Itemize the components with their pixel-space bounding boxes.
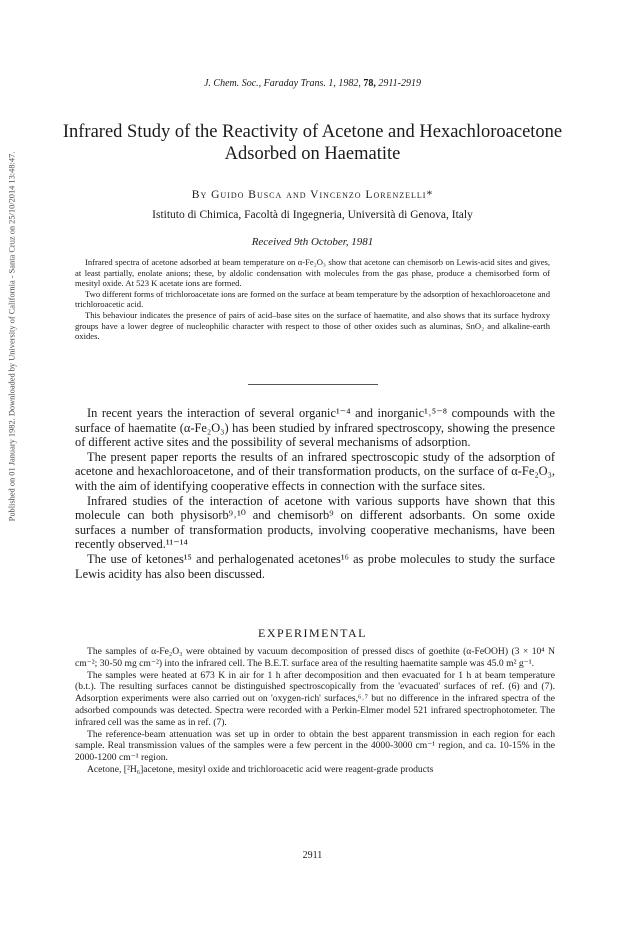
page-number: 2911 [302,850,323,861]
experimental-paragraph: The samples were heated at 673 K in air for 1 h after decomposition and then evacuated for 1 h at beam temperature (b.t.). The resulting surfaces cannot be distinguished spectroscopically from the 'evacuated' surfaces of ref. (6) and (7). Adsorption experiments were also carried out on 'oxygen-rich' surfaces,⁶˒⁷ but no difference in the infrared spectra of the adsorbed compounds was detected. Spectra were recorded with a Perkin-Elmer model 521 infrared spectrophotometer. The infrared cell was the same as in ref. (7). [75,669,555,728]
intro-paragraph: Infrared studies of the interaction of acetone with various supports have shown that this molecule can both physisorb⁹˒¹⁰ and chemisorb⁹ on different adsorbants. On some oxide surfaces a number of transformation products, involving cooperative mechanisms, have been recently observed.¹¹⁻¹⁴ [75,493,555,552]
download-stamp: Published on 01 January 1982. Downloaded by University of California - Santa Cruz on 25/10/2014 13:48:47. [7,151,17,522]
received-date [0,236,625,248]
journal-year: 1982, [338,78,361,89]
introduction [75,406,555,581]
abstract-paragraph: Infrared spectra of acetone adsorbed at beam temperature on α-Fe₂O₃ show that acetone can chemisorb on Lewis-acid sites and gives, at least partially, enolate anions; these, by aldolic condensation with molecules from the gas phase, produce a chemisorbed form of mesityl oxide. At 523 K acetate ions are formed. [75,257,550,289]
intro-paragraph: The present paper reports the results of an infrared spectroscopic study of the adsorption of acetone and hexachloroacetone, and of their transformation products, on the surface of α-Fe₂O₃, with the aim of identifying cooperative effects in connection with the surface sites. [75,449,555,493]
section-heading: EXPERIMENTAL [257,626,368,640]
author-affiliation: Istituto di Chimica, Facoltà di Ingegneria, Università di Genova, Italy [152,209,473,221]
journal-citation [0,78,625,89]
article-title: Infrared Study of the Reactivity of Acetone and Hexachloroacetone Adsorbed on Haematite [62,122,563,164]
journal-pages: 2911-2919 [378,78,422,89]
journal-volume: 78, [363,78,376,89]
experimental-paragraph: The samples of α-Fe₂O₃ were obtained by vacuum decomposition of pressed discs of goethite (α-FeOOH) (3 × 10⁴ N cm⁻²; 30-50 mg cm⁻²) into the infrared cell. The B.E.T. surface area of the resulting haematite sample was 45.0 m² g⁻¹. [75,646,555,669]
received-text: Received 9th October, 1981 [251,236,374,248]
abstract-paragraph: This behaviour indicates the presence of pairs of acid–base sites on the surface of haematite, and also shows that its surface hydroxy groups have a lower degree of nucleophilic character with respect to those of other oxides such as aluminas, SnO₂ and alkaline-earth oxides. [75,309,550,342]
experimental-section [75,646,555,776]
intro-paragraph: The use of ketones¹⁵ and perhalogenated acetones¹⁶ as probe molecules to study the surface Lewis acidity has also been discussed. [75,551,555,581]
article-authors: By Guido Busca and Vincenzo Lorenzelli* [191,189,434,201]
abstract-paragraph: Two different forms of trichloroacetate ions are formed on the surface at beam temperature by the adsorption of hexachloroacetone and trichloroacetic acid. [75,288,550,310]
journal-name: J. Chem. Soc., Faraday Trans. 1, [203,78,336,89]
experimental-paragraph: The reference-beam attenuation was set up in order to obtain the best apparent transmission in each region for each sample. Real transmission values of the samples were a few percent in the 4000-3000 cm⁻¹ region, and ca. 10-15% in the 2000-1200 cm⁻¹ region. [75,728,555,764]
abstract [75,257,550,342]
experimental-paragraph: Acetone, [²H₆]acetone, mesityl oxide and trichloroacetic acid were reagent-grade products [87,763,434,775]
section-divider [248,384,378,385]
intro-paragraph: In recent years the interaction of several organic¹⁻⁴ and inorganic¹˒⁵⁻⁸ compounds with the surface of haematite (α-Fe₂O₃) has been studied by infrared spectroscopy, showing the presence of different active sites and the possibility of several mechanisms of adsorption. [75,406,555,450]
